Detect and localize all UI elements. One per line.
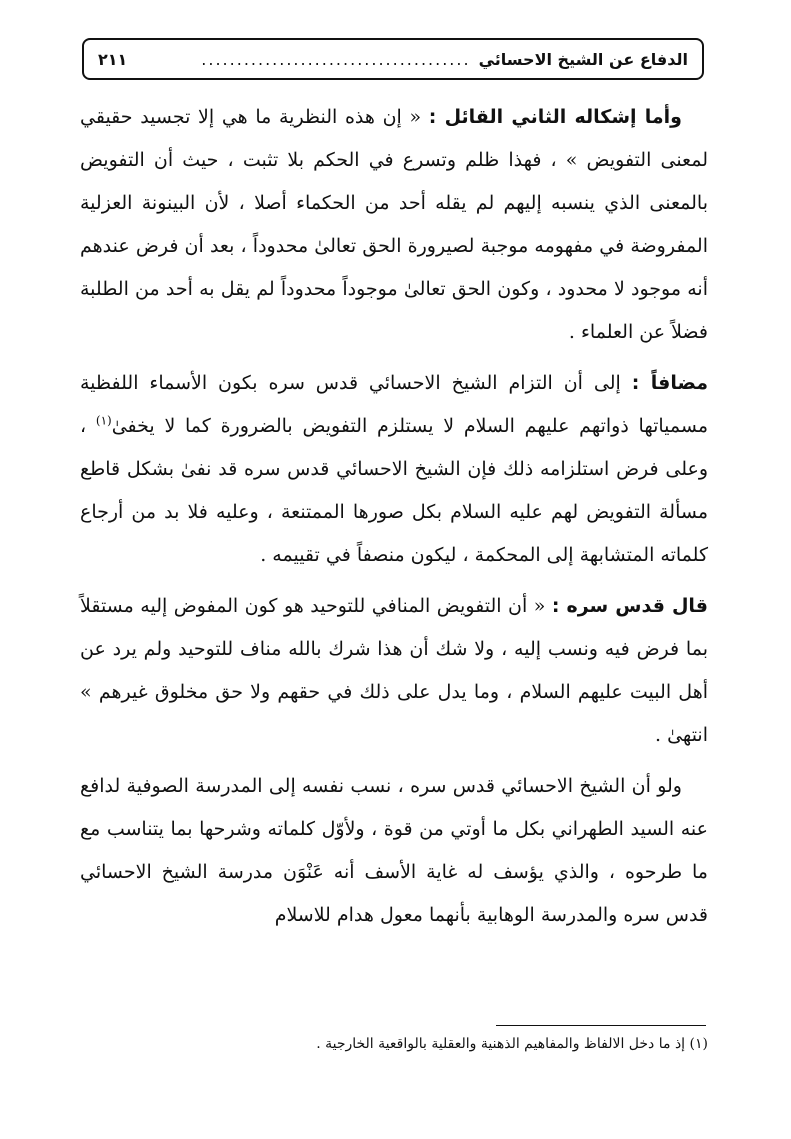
- paragraph-1-text: « إن هذه النظرية ما هي إلا تجسيد حقيقي لمعنى التفويض » ، فهذا ظلم وتسرع في الحكم بلا تثبت ، حيث أن التفويض بالمعنى الذي ينسبه إليهم لم يقله أحد من الحكماء أصلا ، لأن البينونة العزلية المفروضة في مفهومه موجبة لصيرورة الحق تعالىٰ محدوداً ، بعد أن فرض عندهم أنه موجود لا محدود ، وكون الحق تعالىٰ موجوداً محدوداً لم يقل به أحد من الطلبة فضلاً عن العلماء .: [80, 106, 708, 343]
- page-number: ٢١١: [98, 49, 128, 69]
- paragraph-3: [80, 585, 708, 757]
- footnote-reference[interactable]: (١): [95, 413, 112, 428]
- running-header: [82, 38, 704, 80]
- paragraph-2-text-b: ، وعلى فرض استلزامه ذلك فإن الشيخ الاحسائي قدس سره قد نفىٰ بشكل قاطع مسألة التفويض لهم عليه السلام بكل صورها الممتنعة ، وعليه فلا بد من أرجاع كلماته المتشابهة إلى المحكمة ، ليكون منصفاً في تقييمه .: [80, 415, 708, 566]
- paragraph-4-text: ولو أن الشيخ الاحسائي قدس سره ، نسب نفسه إلى المدرسة الصوفية لدافع عنه السيد الطهراني بكل ما أوتي من قوة ، ولأوّل كلماته وشرحها بما يتناسب مع ما طرحوه ، والذي يؤسف له غاية الأسف أنه عَنْوَن مدرسة الشيخ الاحسائي قدس سره والمدرسة الوهابية بأنهما معول هدام للاسلام: [80, 775, 708, 926]
- paragraph-4: [80, 765, 708, 937]
- paragraph-3-lead: قال قدس سره :: [551, 595, 708, 617]
- footnote: (١) إذ ما دخل الالفاظ والمفاهيم الذهنية والعقلية بالواقعية الخارجية .: [316, 1036, 708, 1052]
- header-leader-dots: ......................................: [201, 49, 471, 69]
- footnote-separator: [496, 1025, 706, 1026]
- paragraph-3-text: « أن التفويض المنافي للتوحيد هو كون المفوض إليه مستقلاً بما فرض فيه ونسب إليه ، ولا شك أن هذا شرك بالله مناف للتوحيد ولم يرد عن أهل البيت عليهم السلام ، وما يدل على ذلك في حقهم ولا حق مخلوق غيرهم » انتهىٰ .: [80, 595, 708, 746]
- paragraph-1-lead: وأما إشكاله الثاني القائل :: [428, 106, 682, 128]
- paragraph-2-lead: مضافاً :: [631, 372, 708, 394]
- paragraph-2-text-a: إلى أن التزام الشيخ الاحسائي قدس سره بكون الأسماء اللفظية مسمياتها ذواتهم عليهم السلام لا يستلزم التفويض بالضرورة كما لا يخفىٰ: [80, 372, 708, 437]
- header-title: الدفاع عن الشيخ الاحسائي: [478, 49, 688, 69]
- paragraph-1: [80, 96, 708, 354]
- paragraph-2: [80, 362, 708, 577]
- main-text: [80, 96, 708, 945]
